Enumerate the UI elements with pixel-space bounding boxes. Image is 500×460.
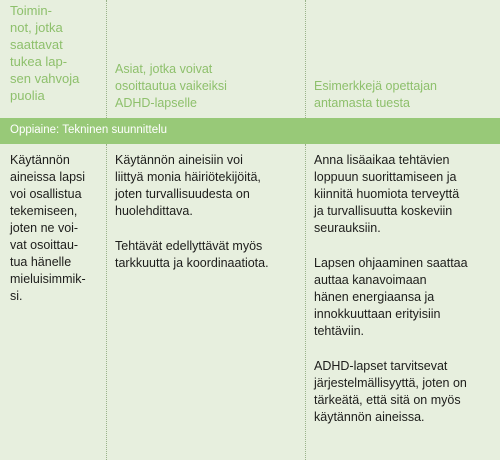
header-teacher-support: Esimerkkejä opettajan antamasta tuesta — [314, 79, 437, 110]
cell-paragraph: Tehtävät edellyttävät myös tarkkuutta ja koordinaatiota. — [115, 239, 269, 270]
header-strengths: Toimin- not, jotka saattavat tukea lap- sen vahvoja puolia — [10, 3, 80, 103]
column-divider — [106, 0, 107, 118]
cell-paragraph: Lapsen ohjaaminen saattaa auttaa kanavoimaan hänen energiaansa ja innokkuuttaan erityisiin tehtäviin. — [314, 256, 468, 338]
cell-paragraph: Käytännön aineissa lapsi voi osallistua tekemiseen, joten ne voi- vat osoittau- tua hänelle mieluisimmik- si. — [10, 153, 86, 303]
table-header — [0, 0, 500, 118]
cell-paragraph: Anna lisäaikaa tehtävien loppuun suorittamiseen ja kiinnitä huomiota terveyttä ja turvallisuutta koskeviin seurauksiin. — [314, 153, 460, 235]
subject-row — [0, 118, 500, 144]
subject-label: Oppiaine: Tekninen suunnittelu — [10, 124, 168, 136]
cell-strengths — [10, 152, 100, 323]
cell-paragraph: ADHD-lapset tarvitsevat järjestelmällisyyttä, joten on tärkeätä, että sitä on myös käytännön aineissa. — [314, 359, 467, 424]
cell-teacher-support — [314, 152, 496, 444]
header-difficulties: Asiat, jotka voivat osoittautua vaikeiksi ADHD-lapselle — [115, 62, 227, 110]
cell-paragraph: Käytännön aineisiin voi liittyä monia häiriötekijöitä, joten turvallisuudesta on huolehdittava. — [115, 153, 261, 218]
column-divider — [106, 144, 107, 460]
column-divider — [305, 0, 306, 118]
column-divider — [305, 144, 306, 460]
cell-difficulties — [115, 152, 295, 290]
